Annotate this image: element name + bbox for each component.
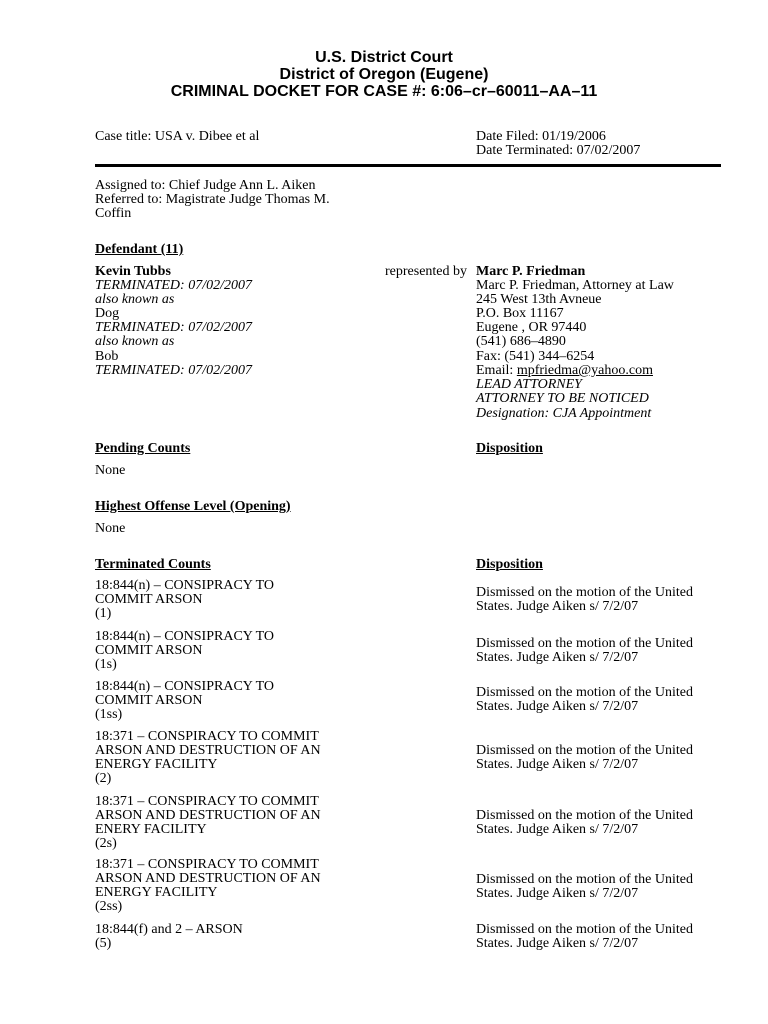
defendant-terminated: TERMINATED: 07/02/2007 — [95, 278, 252, 293]
attorney-street: 245 West 13th Avneue — [476, 292, 602, 307]
alias: Dog — [95, 306, 120, 321]
referred-judge: Referred to: Magistrate Judge Thomas M. — [95, 192, 330, 207]
attorney-city: Eugene , OR 97440 — [476, 320, 587, 335]
attorney-role: LEAD ATTORNEY — [476, 377, 582, 392]
docket-title: CRIMINAL DOCKET FOR CASE #: 6:06–cr–60011–AA–11 — [170, 83, 598, 100]
email-label: Email: — [476, 363, 517, 378]
pending-disposition-heading: Disposition — [476, 441, 543, 456]
count-disposition: Dismissed on the motion of the United States. Judge Aiken s/ 7/2/07 — [476, 872, 693, 901]
assigned-judge: Assigned to: Chief Judge Ann L. Aiken — [95, 178, 316, 193]
attorney-email-line — [476, 364, 653, 378]
divider-rule — [95, 164, 721, 167]
defendant-name: Kevin Tubbs — [95, 264, 171, 279]
count-charge: 18:371 – CONSPIRACY TO COMMIT ARSON AND DESTRUCTION OF AN ENERY FACILITY (2s) — [95, 794, 321, 851]
count-charge: 18:371 – CONSPIRACY TO COMMIT ARSON AND DESTRUCTION OF AN ENERGY FACILITY (2) — [95, 729, 321, 786]
count-charge: 18:371 – CONSPIRACY TO COMMIT ARSON AND DESTRUCTION OF AN ENERGY FACILITY (2ss) — [95, 857, 321, 914]
terminated-disposition-heading: Disposition — [476, 557, 543, 572]
case-title: Case title: USA v. Dibee et al — [95, 129, 260, 144]
referred-judge-continued: Coffin — [95, 206, 132, 221]
alias-terminated: TERMINATED: 07/02/2007 — [95, 320, 252, 335]
defendant-heading: Defendant (11) — [95, 242, 184, 257]
highest-offense-value: None — [95, 521, 126, 536]
alias-terminated: TERMINATED: 07/02/2007 — [95, 363, 252, 378]
attorney-phone: (541) 686–4890 — [476, 334, 566, 349]
aka-label: also known as — [95, 292, 175, 307]
terminated-counts-heading: Terminated Counts — [95, 557, 211, 572]
count-disposition: Dismissed on the motion of the United States. Judge Aiken s/ 7/2/07 — [476, 585, 693, 614]
attorney-role: ATTORNEY TO BE NOTICED — [476, 391, 649, 406]
highest-offense-heading: Highest Offense Level (Opening) — [95, 499, 291, 514]
count-charge: 18:844(n) – CONSIPRACY TO COMMIT ARSON (1ss) — [95, 679, 275, 722]
represented-by-label: represented by — [385, 264, 468, 279]
alias: Bob — [95, 349, 119, 364]
count-disposition: Dismissed on the motion of the United States. Judge Aiken s/ 7/2/07 — [476, 743, 693, 772]
aka-label: also known as — [95, 334, 175, 349]
pending-counts-heading: Pending Counts — [95, 441, 191, 456]
count-disposition: Dismissed on the motion of the United States. Judge Aiken s/ 7/2/07 — [476, 636, 693, 665]
attorney-name: Marc P. Friedman — [476, 264, 586, 279]
attorney-firm: Marc P. Friedman, Attorney at Law — [476, 278, 674, 293]
court-name: U.S. District Court — [315, 49, 453, 66]
attorney-fax: Fax: (541) 344–6254 — [476, 349, 595, 364]
count-charge: 18:844(n) – CONSIPRACY TO COMMIT ARSON (1s) — [95, 629, 275, 672]
attorney-email-link[interactable]: mpfriedma@yahoo.com — [516, 363, 653, 378]
date-terminated: Date Terminated: 07/02/2007 — [476, 143, 641, 158]
district-name: District of Oregon (Eugene) — [279, 66, 489, 83]
count-charge: 18:844(n) – CONSIPRACY TO COMMIT ARSON (1) — [95, 578, 275, 621]
count-disposition: Dismissed on the motion of the United States. Judge Aiken s/ 7/2/07 — [476, 808, 693, 837]
count-disposition: Dismissed on the motion of the United States. Judge Aiken s/ 7/2/07 — [476, 922, 693, 951]
date-filed: Date Filed: 01/19/2006 — [476, 129, 606, 144]
count-disposition: Dismissed on the motion of the United States. Judge Aiken s/ 7/2/07 — [476, 685, 693, 714]
pending-counts-value: None — [95, 463, 126, 478]
count-charge: 18:844(f) and 2 – ARSON (5) — [95, 922, 243, 951]
attorney-designation: Designation: CJA Appointment — [476, 406, 652, 421]
attorney-po-box: P.O. Box 11167 — [476, 306, 564, 321]
